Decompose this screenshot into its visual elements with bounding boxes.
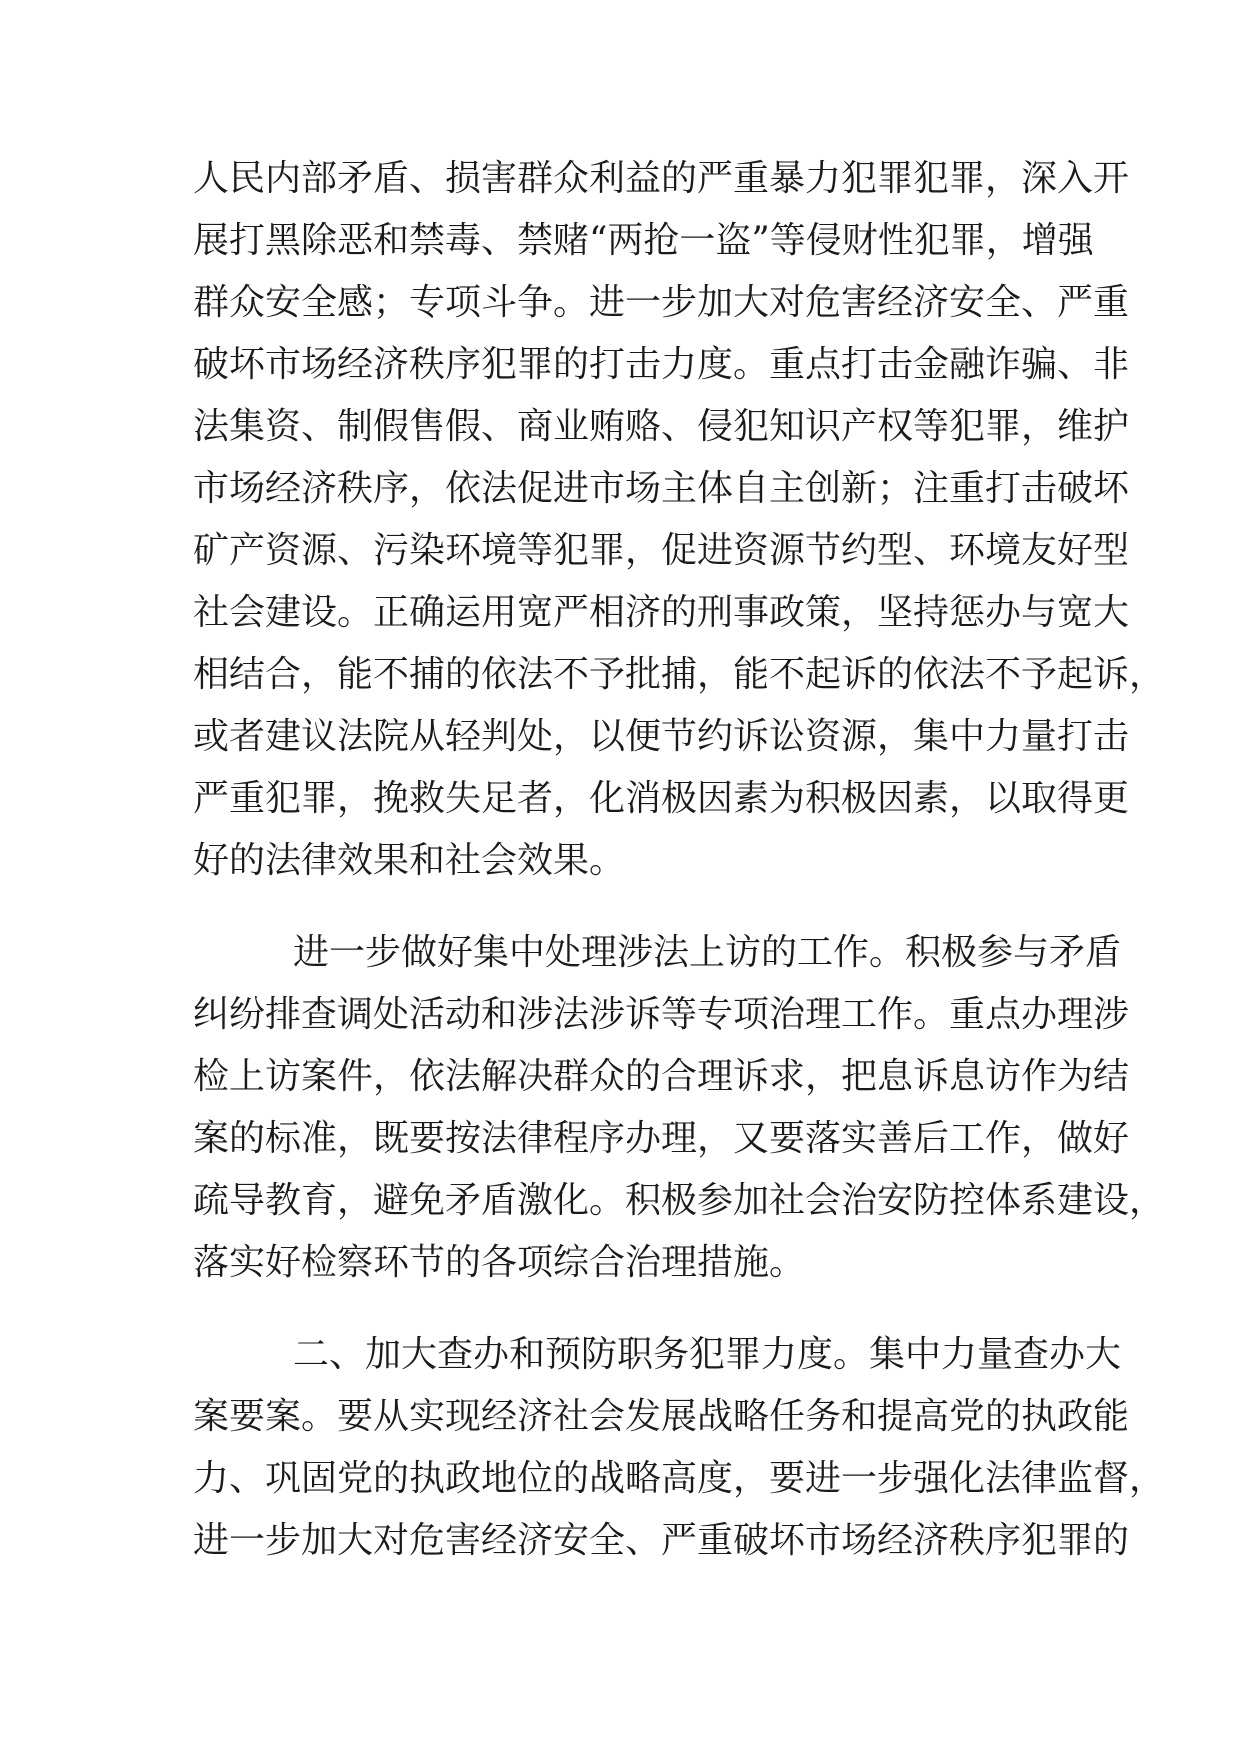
text-line: 好的法律效果和社会效果。: [193, 840, 626, 881]
text-line: 市场经济秩序，依法促进市场主体自主创新；注重打击破坏: [193, 468, 1130, 509]
text-line: 进一步加大对危害经济安全、严重破坏市场经济秩序犯罪的: [193, 1520, 1130, 1561]
text-line: 进一步做好集中处理涉法上访的工作。积极参与矛盾: [293, 932, 1122, 973]
text-line: 展打黑除恶和禁毒、禁赌“两抢一盗”等侵财性犯罪，增强: [193, 220, 1094, 261]
text-line: 或者建议法院从轻判处，以便节约诉讼资源，集中力量打击: [193, 716, 1130, 757]
text-line: 群众安全感；专项斗争。进一步加大对危害经济安全、严重: [193, 282, 1130, 323]
paragraph-2: [193, 922, 1166, 1294]
text-line: 纠纷排查调处活动和涉法涉诉等专项治理工作。重点办理涉: [193, 994, 1130, 1035]
text-line: 法集资、制假售假、商业贿赂、侵犯知识产权等犯罪，维护: [193, 406, 1130, 447]
text-line: 力、巩固党的执政地位的战略高度，要进一步强化法律监督，: [193, 1458, 1166, 1499]
text-line: 社会建设。正确运用宽严相济的刑事政策，坚持惩办与宽大: [193, 592, 1130, 633]
paragraph-3: [193, 1324, 1166, 1572]
text-line: 相结合，能不捕的依法不予批捕，能不起诉的依法不予起诉，: [193, 654, 1166, 695]
text-line: 案的标准，既要按法律程序办理，又要落实善后工作，做好: [193, 1118, 1130, 1159]
text-line: 案要案。要从实现经济社会发展战略任务和提高党的执政能: [193, 1396, 1130, 1437]
text-line: 疏导教育，避免矛盾激化。积极参加社会治安防控体系建设，: [193, 1180, 1166, 1221]
text-line: 人民内部矛盾、损害群众利益的严重暴力犯罪犯罪，深入开: [193, 158, 1130, 199]
text-line: 严重犯罪，挽救失足者，化消极因素为积极因素，以取得更: [193, 778, 1130, 819]
text-line: 二、加大查办和预防职务犯罪力度。集中力量查办大: [293, 1334, 1122, 1375]
text-line: 检上访案件，依法解决群众的合理诉求，把息诉息访作为结: [193, 1056, 1130, 1097]
text-line: 破坏市场经济秩序犯罪的打击力度。重点打击金融诈骗、非: [193, 344, 1130, 385]
paragraph-1: [193, 148, 1166, 892]
text-line: 落实好检察环节的各项综合治理措施。: [193, 1242, 806, 1283]
text-line: 矿产资源、污染环境等犯罪，促进资源节约型、环境友好型: [193, 530, 1130, 571]
